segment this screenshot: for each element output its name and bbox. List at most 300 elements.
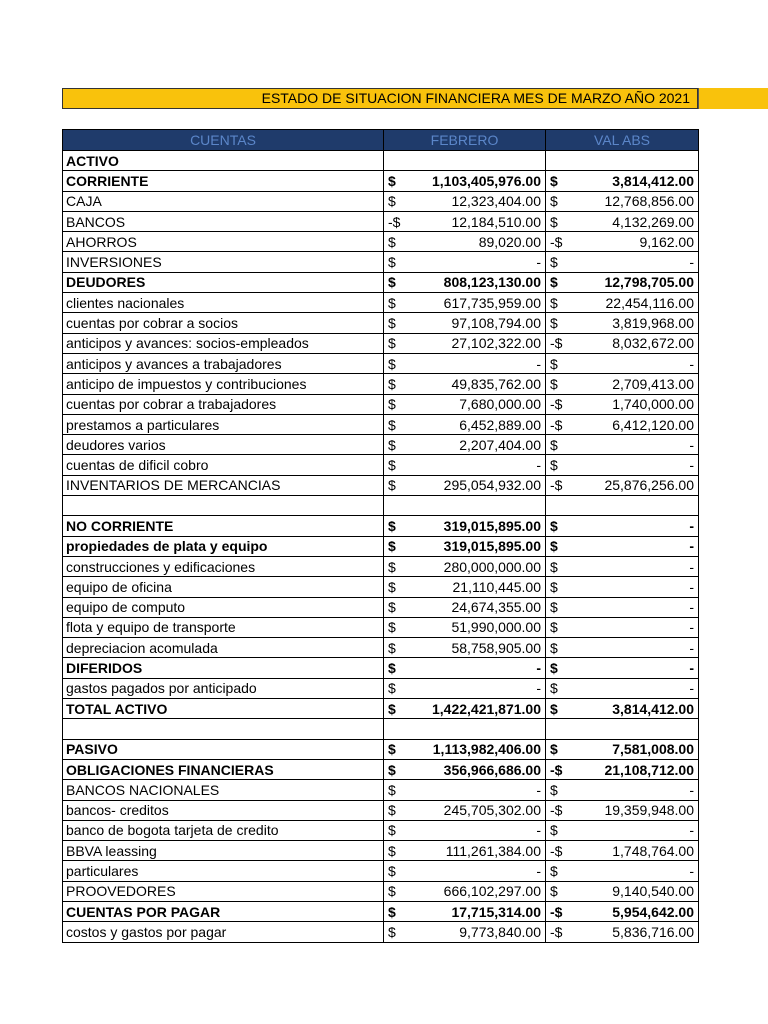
val-abs-amount: 3,814,412.00 xyxy=(612,172,694,189)
febrero-cell xyxy=(384,475,546,495)
val-abs-amount: 2,709,413.00 xyxy=(612,375,694,392)
table-row xyxy=(63,455,699,475)
val-abs-cell xyxy=(546,333,699,353)
febrero-currency-symbol: $ xyxy=(388,923,396,940)
febrero-cell xyxy=(384,556,546,576)
febrero-cell xyxy=(384,496,546,516)
val-abs-currency-symbol: -$ xyxy=(550,903,563,920)
val-abs-currency-symbol: $ xyxy=(550,660,558,677)
val-abs-cell xyxy=(546,414,699,434)
val-abs-cell xyxy=(546,293,699,313)
val-abs-cell xyxy=(546,475,699,495)
val-abs-currency-symbol: $ xyxy=(550,172,558,189)
account-label xyxy=(63,719,384,739)
febrero-cell xyxy=(384,617,546,637)
val-abs-cell xyxy=(546,232,699,252)
febrero-cell xyxy=(384,313,546,333)
account-label: gastos pagados por anticipado xyxy=(63,678,384,698)
account-label: PROOVEDORES xyxy=(63,881,384,901)
febrero-amount: 24,674,355.00 xyxy=(451,599,541,616)
febrero-amount: 295,054,932.00 xyxy=(443,477,541,494)
val-abs-currency-symbol: -$ xyxy=(550,335,563,352)
val-abs-currency-symbol: $ xyxy=(550,355,558,372)
febrero-cell xyxy=(384,211,546,231)
febrero-cell xyxy=(384,414,546,434)
title-bar xyxy=(62,88,768,109)
febrero-currency-symbol: -$ xyxy=(388,213,401,230)
febrero-amount: - xyxy=(536,660,541,677)
table-row xyxy=(63,739,699,759)
account-label: INVERSIONES xyxy=(63,252,384,272)
febrero-currency-symbol: $ xyxy=(388,538,396,555)
val-abs-currency-symbol: $ xyxy=(550,517,558,534)
val-abs-currency-symbol: $ xyxy=(550,315,558,332)
febrero-cell xyxy=(384,333,546,353)
table-row xyxy=(63,496,699,516)
febrero-currency-symbol: $ xyxy=(388,599,396,616)
val-abs-amount: - xyxy=(689,639,694,656)
val-abs-amount: 12,798,705.00 xyxy=(604,274,694,291)
val-abs-amount: 19,359,948.00 xyxy=(604,802,694,819)
febrero-currency-symbol: $ xyxy=(388,335,396,352)
febrero-amount: 2,207,404.00 xyxy=(459,436,541,453)
febrero-cell xyxy=(384,597,546,617)
table-row xyxy=(63,861,699,881)
febrero-cell xyxy=(384,151,546,171)
val-abs-cell xyxy=(546,861,699,881)
febrero-amount: 1,113,982,406.00 xyxy=(432,741,541,758)
febrero-cell xyxy=(384,780,546,800)
febrero-cell xyxy=(384,394,546,414)
table-row xyxy=(63,699,699,719)
febrero-currency-symbol: $ xyxy=(388,781,396,798)
febrero-currency-symbol: $ xyxy=(388,842,396,859)
febrero-cell xyxy=(384,699,546,719)
febrero-currency-symbol: $ xyxy=(388,802,396,819)
table-row xyxy=(63,719,699,739)
febrero-cell xyxy=(384,252,546,272)
val-abs-currency-symbol: $ xyxy=(550,578,558,595)
page-title: ESTADO DE SITUACION FINANCIERA MES DE MARZO AÑO 2021 xyxy=(261,90,690,106)
title-separator xyxy=(698,88,699,109)
val-abs-amount: - xyxy=(689,538,694,555)
febrero-currency-symbol: $ xyxy=(388,680,396,697)
febrero-cell xyxy=(384,678,546,698)
table-row xyxy=(63,252,699,272)
febrero-currency-symbol: $ xyxy=(388,578,396,595)
val-abs-amount: - xyxy=(689,680,694,697)
febrero-amount: - xyxy=(536,457,541,474)
table-row xyxy=(63,658,699,678)
table-row xyxy=(63,577,699,597)
febrero-currency-symbol: $ xyxy=(388,315,396,332)
febrero-cell xyxy=(384,800,546,820)
febrero-amount: 808,123,130.00 xyxy=(443,274,541,291)
val-abs-amount: - xyxy=(689,619,694,636)
febrero-amount: 319,015,895.00 xyxy=(443,517,541,534)
val-abs-cell xyxy=(546,678,699,698)
account-label: DIFERIDOS xyxy=(63,658,384,678)
val-abs-currency-symbol: -$ xyxy=(550,396,563,413)
val-abs-amount: 1,748,764.00 xyxy=(612,842,694,859)
val-abs-cell xyxy=(546,536,699,556)
val-abs-amount: - xyxy=(689,517,694,534)
account-label: CORRIENTE xyxy=(63,171,384,191)
val-abs-cell xyxy=(546,313,699,333)
table-row xyxy=(63,211,699,231)
account-label: CAJA xyxy=(63,191,384,211)
val-abs-cell xyxy=(546,719,699,739)
val-abs-cell xyxy=(546,435,699,455)
val-abs-currency-symbol: -$ xyxy=(550,923,563,940)
val-abs-amount: 1,740,000.00 xyxy=(612,396,694,413)
febrero-cell xyxy=(384,516,546,536)
account-label: flota y equipo de transporte xyxy=(63,617,384,637)
febrero-currency-symbol: $ xyxy=(388,375,396,392)
val-abs-currency-symbol: $ xyxy=(550,680,558,697)
febrero-amount: 245,705,302.00 xyxy=(443,802,541,819)
account-label: PASIVO xyxy=(63,739,384,759)
table-row xyxy=(63,597,699,617)
table-row xyxy=(63,678,699,698)
febrero-currency-symbol: $ xyxy=(388,558,396,575)
febrero-amount: 280,000,000.00 xyxy=(443,558,541,575)
table-row xyxy=(63,780,699,800)
table-row xyxy=(63,759,699,779)
febrero-amount: 58,758,905.00 xyxy=(451,639,541,656)
febrero-currency-symbol: $ xyxy=(388,396,396,413)
febrero-amount: 9,773,840.00 xyxy=(459,923,541,940)
febrero-currency-symbol: $ xyxy=(388,619,396,636)
val-abs-currency-symbol: $ xyxy=(550,274,558,291)
febrero-currency-symbol: $ xyxy=(388,457,396,474)
account-label: CUENTAS POR PAGAR xyxy=(63,901,384,921)
febrero-cell xyxy=(384,922,546,942)
febrero-amount: 319,015,895.00 xyxy=(443,538,541,555)
table-row xyxy=(63,901,699,921)
account-label: TOTAL ACTIVO xyxy=(63,699,384,719)
febrero-cell xyxy=(384,719,546,739)
febrero-amount: 1,103,405,976.00 xyxy=(432,172,541,189)
val-abs-amount: 25,876,256.00 xyxy=(604,477,694,494)
table-row xyxy=(63,293,699,313)
table-row xyxy=(63,394,699,414)
febrero-currency-symbol: $ xyxy=(388,355,396,372)
febrero-currency-symbol: $ xyxy=(388,274,396,291)
val-abs-cell xyxy=(546,151,699,171)
table-row xyxy=(63,922,699,942)
febrero-currency-symbol: $ xyxy=(388,863,396,880)
febrero-currency-symbol: $ xyxy=(388,761,396,778)
val-abs-cell xyxy=(546,780,699,800)
febrero-amount: 17,715,314.00 xyxy=(451,903,541,920)
account-label: ACTIVO xyxy=(63,151,384,171)
febrero-currency-symbol: $ xyxy=(388,436,396,453)
febrero-cell xyxy=(384,353,546,373)
table-row xyxy=(63,475,699,495)
account-label: AHORROS xyxy=(63,232,384,252)
table-row xyxy=(63,617,699,637)
val-abs-amount: 8,032,672.00 xyxy=(612,335,694,352)
val-abs-currency-symbol: -$ xyxy=(550,416,563,433)
table-row xyxy=(63,800,699,820)
febrero-amount: 1,422,421,871.00 xyxy=(432,700,541,717)
val-abs-currency-symbol: -$ xyxy=(550,477,563,494)
val-abs-amount: 5,954,642.00 xyxy=(612,903,694,920)
table-row xyxy=(63,151,699,171)
val-abs-currency-symbol: $ xyxy=(550,558,558,575)
febrero-cell xyxy=(384,638,546,658)
header-febrero: FEBRERO xyxy=(384,130,546,151)
val-abs-currency-symbol: $ xyxy=(550,457,558,474)
febrero-amount: - xyxy=(536,863,541,880)
table-row xyxy=(63,333,699,353)
account-label: bancos- creditos xyxy=(63,800,384,820)
val-abs-cell xyxy=(546,252,699,272)
febrero-currency-symbol: $ xyxy=(388,254,396,271)
febrero-currency-symbol: $ xyxy=(388,660,396,677)
val-abs-amount: 3,814,412.00 xyxy=(612,700,694,717)
val-abs-cell xyxy=(546,597,699,617)
febrero-currency-symbol: $ xyxy=(388,233,396,250)
val-abs-amount: 5,836,716.00 xyxy=(612,923,694,940)
febrero-cell xyxy=(384,820,546,840)
val-abs-cell xyxy=(546,171,699,191)
account-label: BBVA leassing xyxy=(63,841,384,861)
table-row xyxy=(63,171,699,191)
febrero-currency-symbol: $ xyxy=(388,517,396,534)
val-abs-amount: - xyxy=(689,436,694,453)
table-row xyxy=(63,820,699,840)
header-row xyxy=(63,130,699,151)
table-row xyxy=(63,536,699,556)
table-row xyxy=(63,191,699,211)
table-row xyxy=(63,272,699,292)
febrero-cell xyxy=(384,759,546,779)
val-abs-currency-symbol: $ xyxy=(550,781,558,798)
febrero-cell xyxy=(384,374,546,394)
val-abs-cell xyxy=(546,759,699,779)
account-label: BANCOS NACIONALES xyxy=(63,780,384,800)
febrero-currency-symbol: $ xyxy=(388,172,396,189)
febrero-cell xyxy=(384,658,546,678)
febrero-cell xyxy=(384,901,546,921)
febrero-amount: 617,735,959.00 xyxy=(443,294,541,311)
febrero-amount: 21,110,445.00 xyxy=(452,578,541,595)
val-abs-currency-symbol: $ xyxy=(550,822,558,839)
account-label: DEUDORES xyxy=(63,272,384,292)
table-row xyxy=(63,374,699,394)
febrero-cell xyxy=(384,455,546,475)
account-label: construcciones y edificaciones xyxy=(63,556,384,576)
val-abs-currency-symbol: $ xyxy=(550,700,558,717)
val-abs-amount: 4,132,269.00 xyxy=(612,213,694,230)
febrero-cell xyxy=(384,272,546,292)
account-label: cuentas por cobrar a trabajadores xyxy=(63,394,384,414)
val-abs-currency-symbol: $ xyxy=(550,863,558,880)
val-abs-cell xyxy=(546,374,699,394)
febrero-currency-symbol: $ xyxy=(388,294,396,311)
febrero-amount: 27,102,322.00 xyxy=(451,335,541,352)
febrero-cell xyxy=(384,232,546,252)
account-label: particulares xyxy=(63,861,384,881)
febrero-cell xyxy=(384,577,546,597)
febrero-amount: 7,680,000.00 xyxy=(459,396,541,413)
febrero-currency-symbol: $ xyxy=(388,700,396,717)
table-row xyxy=(63,881,699,901)
account-label: INVENTARIOS DE MERCANCIAS xyxy=(63,475,384,495)
header-cuentas: CUENTAS xyxy=(63,130,384,151)
val-abs-currency-symbol: $ xyxy=(550,254,558,271)
account-label: deudores varios xyxy=(63,435,384,455)
account-label: OBLIGACIONES FINANCIERAS xyxy=(63,759,384,779)
febrero-cell xyxy=(384,861,546,881)
account-label: clientes nacionales xyxy=(63,293,384,313)
val-abs-amount: 9,162.00 xyxy=(639,233,694,250)
febrero-cell xyxy=(384,435,546,455)
val-abs-cell xyxy=(546,800,699,820)
febrero-cell xyxy=(384,293,546,313)
val-abs-amount: - xyxy=(689,863,694,880)
val-abs-cell xyxy=(546,496,699,516)
account-label: NO CORRIENTE xyxy=(63,516,384,536)
val-abs-amount: - xyxy=(689,254,694,271)
account-label: banco de bogota tarjeta de credito xyxy=(63,820,384,840)
val-abs-cell xyxy=(546,516,699,536)
table-row xyxy=(63,353,699,373)
febrero-amount: - xyxy=(536,254,541,271)
table-row xyxy=(63,414,699,434)
val-abs-amount: 21,108,712.00 xyxy=(604,761,694,778)
val-abs-cell xyxy=(546,191,699,211)
febrero-amount: - xyxy=(536,680,541,697)
table-row xyxy=(63,841,699,861)
febrero-cell xyxy=(384,191,546,211)
val-abs-amount: - xyxy=(689,578,694,595)
account-label: propiedades de plata y equipo xyxy=(63,536,384,556)
febrero-cell xyxy=(384,171,546,191)
val-abs-cell xyxy=(546,901,699,921)
val-abs-cell xyxy=(546,211,699,231)
febrero-amount: 12,323,404.00 xyxy=(451,193,541,210)
febrero-amount: - xyxy=(536,355,541,372)
val-abs-currency-symbol: $ xyxy=(550,741,558,758)
febrero-currency-symbol: $ xyxy=(388,883,396,900)
val-abs-currency-symbol: $ xyxy=(550,639,558,656)
table-row xyxy=(63,516,699,536)
val-abs-currency-symbol: -$ xyxy=(550,233,563,250)
header-val-abs: VAL ABS xyxy=(546,130,699,151)
val-abs-cell xyxy=(546,922,699,942)
val-abs-amount: 3,819,968.00 xyxy=(612,315,694,332)
febrero-cell xyxy=(384,739,546,759)
val-abs-currency-symbol: $ xyxy=(550,436,558,453)
account-label: costos y gastos por pagar xyxy=(63,922,384,942)
val-abs-currency-symbol: $ xyxy=(550,883,558,900)
val-abs-currency-symbol: $ xyxy=(550,213,558,230)
febrero-amount: 49,835,762.00 xyxy=(451,375,541,392)
val-abs-amount: 6,412,120.00 xyxy=(612,416,694,433)
val-abs-cell xyxy=(546,272,699,292)
febrero-currency-symbol: $ xyxy=(388,822,396,839)
val-abs-cell xyxy=(546,455,699,475)
title-cell-extension xyxy=(698,88,768,109)
table-row xyxy=(63,232,699,252)
febrero-amount: 51,990,000.00 xyxy=(451,619,541,636)
febrero-amount: 356,966,686.00 xyxy=(443,761,541,778)
account-label: cuentas de dificil cobro xyxy=(63,455,384,475)
val-abs-cell xyxy=(546,820,699,840)
val-abs-amount: - xyxy=(689,781,694,798)
febrero-currency-symbol: $ xyxy=(388,741,396,758)
table-row xyxy=(63,435,699,455)
val-abs-amount: - xyxy=(689,822,694,839)
febrero-currency-symbol: $ xyxy=(388,639,396,656)
val-abs-amount: - xyxy=(689,558,694,575)
val-abs-currency-symbol: -$ xyxy=(550,842,563,859)
febrero-currency-symbol: $ xyxy=(388,903,396,920)
val-abs-currency-symbol: $ xyxy=(550,193,558,210)
account-label: anticipos y avances: socios-empleados xyxy=(63,333,384,353)
table-body xyxy=(63,151,699,943)
balance-sheet-table xyxy=(62,129,699,943)
febrero-amount: 6,452,889.00 xyxy=(459,416,541,433)
val-abs-cell xyxy=(546,739,699,759)
val-abs-cell xyxy=(546,658,699,678)
val-abs-amount: 22,454,116.00 xyxy=(605,294,694,311)
account-label: cuentas por cobrar a socios xyxy=(63,313,384,333)
val-abs-currency-symbol: -$ xyxy=(550,761,563,778)
table-row xyxy=(63,638,699,658)
val-abs-amount: 9,140,540.00 xyxy=(612,883,694,900)
account-label: depreciacion acomulada xyxy=(63,638,384,658)
val-abs-currency-symbol: $ xyxy=(550,538,558,555)
val-abs-amount: 7,581,008.00 xyxy=(612,741,694,758)
val-abs-cell xyxy=(546,394,699,414)
val-abs-cell xyxy=(546,617,699,637)
val-abs-amount: - xyxy=(689,599,694,616)
febrero-currency-symbol: $ xyxy=(388,193,396,210)
febrero-amount: 666,102,297.00 xyxy=(443,883,541,900)
account-label: equipo de computo xyxy=(63,597,384,617)
val-abs-cell xyxy=(546,699,699,719)
val-abs-cell xyxy=(546,577,699,597)
febrero-cell xyxy=(384,536,546,556)
febrero-currency-symbol: $ xyxy=(388,416,396,433)
febrero-amount: 111,261,384.00 xyxy=(445,842,541,859)
account-label: prestamos a particulares xyxy=(63,414,384,434)
febrero-amount: 89,020.00 xyxy=(478,233,541,250)
account-label: anticipo de impuestos y contribuciones xyxy=(63,374,384,394)
val-abs-cell xyxy=(546,556,699,576)
febrero-amount: 97,108,794.00 xyxy=(451,315,541,332)
febrero-amount: 12,184,510.00 xyxy=(451,213,541,230)
febrero-amount: - xyxy=(536,822,541,839)
febrero-currency-symbol: $ xyxy=(388,477,396,494)
table-row xyxy=(63,313,699,333)
table-row xyxy=(63,556,699,576)
val-abs-currency-symbol: $ xyxy=(550,619,558,636)
val-abs-cell xyxy=(546,638,699,658)
account-label: BANCOS xyxy=(63,211,384,231)
val-abs-cell xyxy=(546,841,699,861)
febrero-amount: - xyxy=(536,781,541,798)
febrero-cell xyxy=(384,841,546,861)
val-abs-cell xyxy=(546,353,699,373)
val-abs-amount: - xyxy=(689,355,694,372)
val-abs-amount: 12,768,856.00 xyxy=(604,193,694,210)
val-abs-currency-symbol: $ xyxy=(550,599,558,616)
